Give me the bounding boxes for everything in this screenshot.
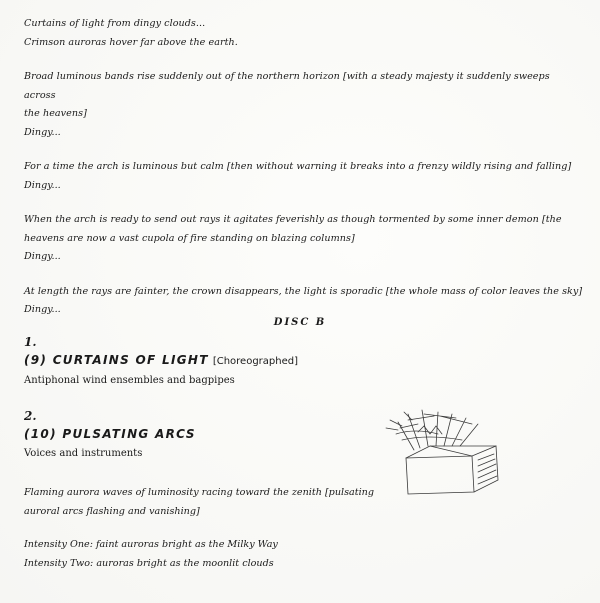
poem-line: Dingy... — [24, 126, 61, 138]
track-entry — [24, 408, 196, 463]
poem-stanza — [24, 68, 584, 142]
poem-stanza — [24, 211, 584, 267]
track-number: 1. — [24, 335, 37, 349]
track-title: (10) PULSATING ARCS — [24, 427, 196, 441]
poem-line: Crimson auroras hover far above the earth. — [24, 36, 238, 48]
paragraph — [24, 484, 584, 521]
poem-line: At length the rays are fainter, the crown disappears, the light is sporadic [the whole mass of color leaves the sky] — [24, 285, 583, 297]
paragraph — [24, 536, 584, 573]
paragraph-line: Intensity Two: auroras bright as the moonlit clouds — [24, 557, 274, 569]
paragraph-line: Flaming aurora waves of luminosity racing toward the zenith [pulsating — [24, 487, 374, 498]
box-sketch-illustration — [378, 400, 510, 496]
poem-line: When the arch is ready to send out rays it agitates feverishly as though tormented by some inner demon [the — [24, 214, 562, 225]
disc-heading: DISC B — [273, 317, 327, 328]
poem-stanza — [24, 15, 584, 52]
paragraph-line: Intensity One: faint auroras bright as the Milky Way — [24, 539, 278, 550]
paragraph-line: auroral arcs flashing and vanishing] — [24, 505, 200, 517]
track-title: (9) CURTAINS OF LIGHT — [24, 353, 209, 367]
poem-line: heavens are now a vast cupola of fire standing on blazing columns] — [24, 232, 355, 244]
track-entry — [24, 334, 298, 390]
poem-stanza — [24, 158, 584, 195]
poem-line: Dingy... — [24, 304, 61, 315]
track-title-line — [24, 424, 196, 445]
poem-stanza — [24, 283, 584, 320]
track-number: 2. — [24, 409, 37, 423]
track-description: Voices and instruments — [24, 448, 143, 459]
poem-line: Dingy... — [24, 179, 61, 191]
poem-line: Dingy... — [24, 251, 61, 262]
poem-line: Broad luminous bands rise suddenly out of the northern horizon [with a steady majesty it suddenly sweeps across — [24, 71, 550, 101]
poem-text — [24, 15, 584, 336]
poem-line: the heavens] — [24, 108, 87, 119]
poem-line: For a time the arch is luminous but calm [then without warning it breaks into a frenzy wildly rising and falling] — [24, 161, 572, 172]
track-description: Antiphonal wind ensembles and bagpipes — [24, 375, 235, 386]
poem-line: Curtains of light from dingy clouds... — [24, 18, 206, 29]
track-title-line — [24, 350, 298, 372]
track-note: [Choreographed] — [212, 356, 299, 367]
